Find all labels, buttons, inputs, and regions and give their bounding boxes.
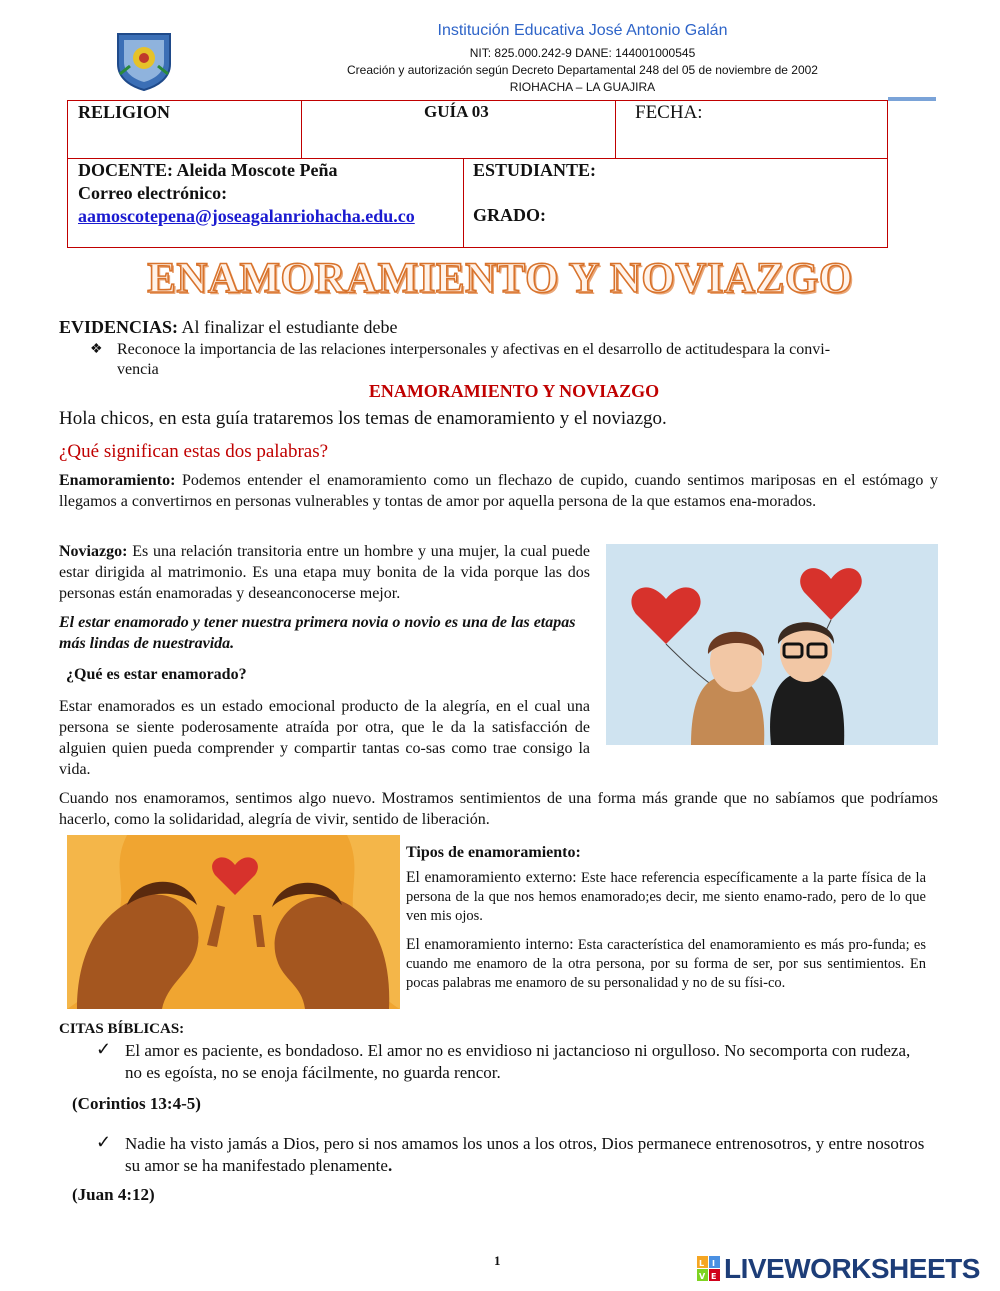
subject-label: RELIGION (78, 102, 171, 122)
couple-kiss-image (67, 835, 400, 1009)
logo-letter: I (712, 1259, 715, 1268)
evidencia-bullet-cont: vencia (117, 361, 159, 378)
teacher-email-link[interactable]: aamoscotepena@joseagalanriohacha.edu.co (78, 206, 415, 226)
evidencias-label: EVIDENCIAS: (59, 317, 179, 337)
guide-label: GUÍA 03 (424, 102, 489, 121)
email-label: Correo electrónico: (78, 183, 228, 203)
evidencias-line (59, 316, 397, 338)
cita-2-text: Nadie ha visto jamás a Dios, pero si nos amamos los unos a los otros, Dios permanece entrenosotros, y entre nosotros su amor se ha manifestado plenamente (125, 1134, 925, 1175)
cita-1: El amor es paciente, es bondadoso. El amor no es envidioso ni jactancioso ni orgulloso. No secomporta con rudeza, no es egoísta, no se enoja fácilmente, no guarda rencor. (125, 1041, 911, 1082)
page-title: ENAMORAMIENTO Y NOVIAZGO (147, 255, 853, 302)
interno-text: Esta característica del enamoramiento es más pro-funda; es cuando me enamoro de la otra persona, por su forma de ser, por sus sentimientos. En pocas palabras me enamoro de su personalidad y no de su físi-co. (406, 937, 927, 991)
logo-letter: L (699, 1259, 705, 1268)
externo-label: El enamoramiento externo: (406, 869, 577, 886)
info-table (67, 100, 888, 248)
institution-decree: Creación y autorización según Decreto Departamental 248 del 05 de noviembre de 2002 (347, 63, 818, 77)
section-subtitle: ENAMORAMIENTO Y NOVIAZGO (368, 381, 660, 401)
evidencias-intro: Al finalizar el estudiante debe (178, 317, 398, 337)
table-divider (301, 101, 302, 158)
cita-2-end: . (387, 1156, 393, 1175)
enamoramiento-paragraph (59, 470, 938, 512)
table-divider (463, 158, 464, 248)
school-crest-logo (112, 30, 176, 92)
enamoramiento-label: Enamoramiento: (59, 472, 176, 489)
logo-letter: V (699, 1272, 706, 1281)
citas-heading: CITAS BÍBLICAS: (59, 1021, 185, 1037)
cita-2 (125, 1133, 925, 1177)
logo-letter: E (711, 1272, 717, 1281)
bullet-icon: ❖ (90, 342, 103, 357)
teacher-name: DOCENTE: Aleida Moscote Peña (78, 160, 338, 180)
externo-text: Este hace referencia específicamente a la parte física de la persona de la que nos hemos enamorado;es decir, me siento enamo-rado, pero de lo que ven mis ojos. (406, 870, 927, 924)
externo-paragraph (406, 868, 926, 926)
question-1: ¿Qué significan estas dos palabras? (59, 441, 329, 462)
evidencia-bullet: Reconoce la importancia de las relaciones interpersonales y afectivas en el desarrollo de actitudespara la convi- (117, 341, 831, 358)
page-number: 1 (494, 1253, 501, 1268)
student-label: ESTUDIANTE: (473, 160, 597, 180)
tipos-heading: Tipos de enamoramiento: (406, 844, 581, 861)
header-rule (888, 97, 936, 101)
question-2: ¿Qué es estar enamorado? (66, 666, 247, 683)
noviazgo-paragraph (59, 541, 590, 604)
liveworksheets-logo-icon (697, 1256, 721, 1282)
institution-name: Institución Educativa José Antonio Galán (437, 22, 728, 39)
enamoramiento-text: Podemos entender el enamoramiento como un flechazo de cupido, cuando sentimos mariposas en el estómago y llegamos a convertirnos en personas vulnerables y tontas de amor por aquella persona de la que estamos ena-morados. (59, 472, 938, 510)
institution-nit: NIT: 825.000.242-9 DANE: 144001000545 (469, 46, 696, 60)
noviazgo-text: Es una relación transitoria entre un hombre y una mujer, la cual puede estar dirigida al matrimonio. Es una etapa muy bonita de la vida porque las dos personas están enamoradas y deseanconocerse mejor. (59, 543, 590, 602)
couple-balloons-image (606, 544, 938, 745)
italic-note: El estar enamorado y tener nuestra primera novia o novio es una de las etapas más lindas de nuestravida. (59, 614, 576, 652)
cita-2-reference: (Juan 4:12) (72, 1185, 155, 1204)
interno-label: El enamoramiento interno: (406, 936, 574, 953)
check-icon: ✓ (96, 1132, 112, 1152)
institution-city: RIOHACHA – LA GUAJIRA (509, 80, 656, 94)
date-label: FECHA: (635, 102, 703, 123)
cuando-paragraph: Cuando nos enamoramos, sentimos algo nuevo. Mostramos sentimientos de una forma más grande que no sabíamos que podríamos hacerlo, como la solidaridad, alegría de vivir, sentido de liberación. (59, 790, 938, 828)
table-divider (68, 158, 887, 159)
cita-1-reference: (Corintios 13:4-5) (72, 1094, 201, 1113)
check-icon: ✓ (96, 1039, 112, 1059)
interno-paragraph (406, 935, 926, 993)
grade-label: GRADO: (473, 205, 546, 225)
noviazgo-label: Noviazgo: (59, 543, 128, 560)
estar-enamorado-paragraph: Estar enamorados es un estado emocional producto de la alegría, en el cual una persona se siente poderosamente atraída por otra, que le da la satisfacción de alguien quien pueda comprender y compartir tantas co-sas como trae consigo la vida. (59, 698, 590, 778)
greeting-text: Hola chicos, en esta guía trataremos los temas de enamoramiento y el noviazgo. (59, 408, 667, 429)
table-divider (615, 101, 616, 158)
liveworksheets-wordmark[interactable]: LIVEWORKSHEETS (724, 1253, 980, 1284)
